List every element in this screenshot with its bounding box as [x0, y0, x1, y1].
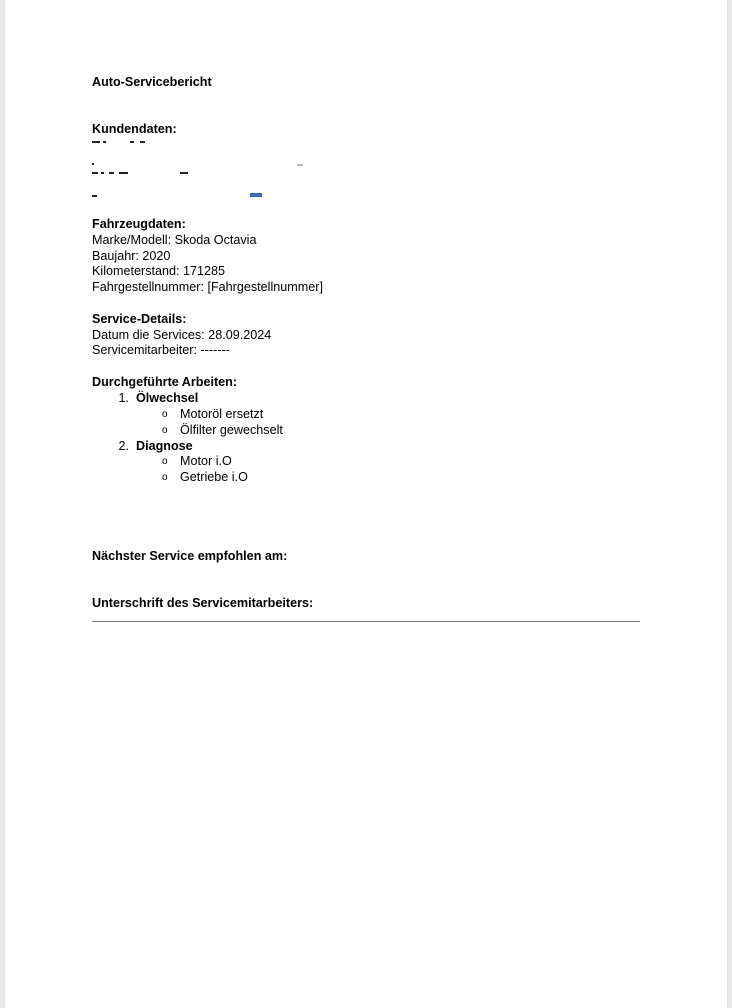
list-item-title: Ölwechsel [136, 391, 199, 405]
work-heading: Durchgeführte Arbeiten: [92, 375, 238, 389]
bullet-icon: o [162, 425, 168, 436]
vehicle-make-model: Marke/Modell: Skoda Octavia [92, 233, 257, 247]
list-subitem: Motoröl ersetzt [180, 407, 264, 421]
list-subitem: Ölfilter gewechselt [180, 423, 283, 437]
redacted-customer-line [92, 160, 312, 172]
vehicle-vin: Fahrgestellnummer: [Fahrgestellnummer] [92, 280, 323, 294]
list-item-number: 2. [118, 439, 129, 453]
signature-label: Unterschrift des Servicemitarbeiters: [92, 596, 314, 610]
list-item-title: Diagnose [136, 439, 193, 453]
list-item-number: 1. [118, 391, 129, 405]
service-date: Datum die Services: 28.09.2024 [92, 328, 272, 342]
service-technician: Servicemitarbeiter: ------- [92, 343, 230, 357]
service-heading: Service-Details: [92, 312, 187, 326]
signature-line [92, 621, 640, 622]
bullet-icon: o [162, 456, 168, 467]
customer-heading: Kundendaten: [92, 122, 177, 136]
vehicle-mileage: Kilometerstand: 171285 [92, 264, 226, 278]
document-page [5, 0, 727, 1008]
list-subitem: Getriebe i.O [180, 470, 248, 484]
vehicle-heading: Fahrzeugdaten: [92, 217, 186, 231]
bullet-icon: o [162, 409, 168, 420]
next-service-label: Nächster Service empfohlen am: [92, 549, 288, 563]
bullet-icon: o [162, 472, 168, 483]
redacted-customer-line [92, 191, 272, 203]
redacted-customer-line [92, 141, 162, 153]
list-subitem: Motor i.O [180, 454, 232, 468]
redacted-customer-line [92, 172, 212, 184]
document-title: Auto-Servicebericht [92, 75, 212, 89]
vehicle-year: Baujahr: 2020 [92, 249, 171, 263]
